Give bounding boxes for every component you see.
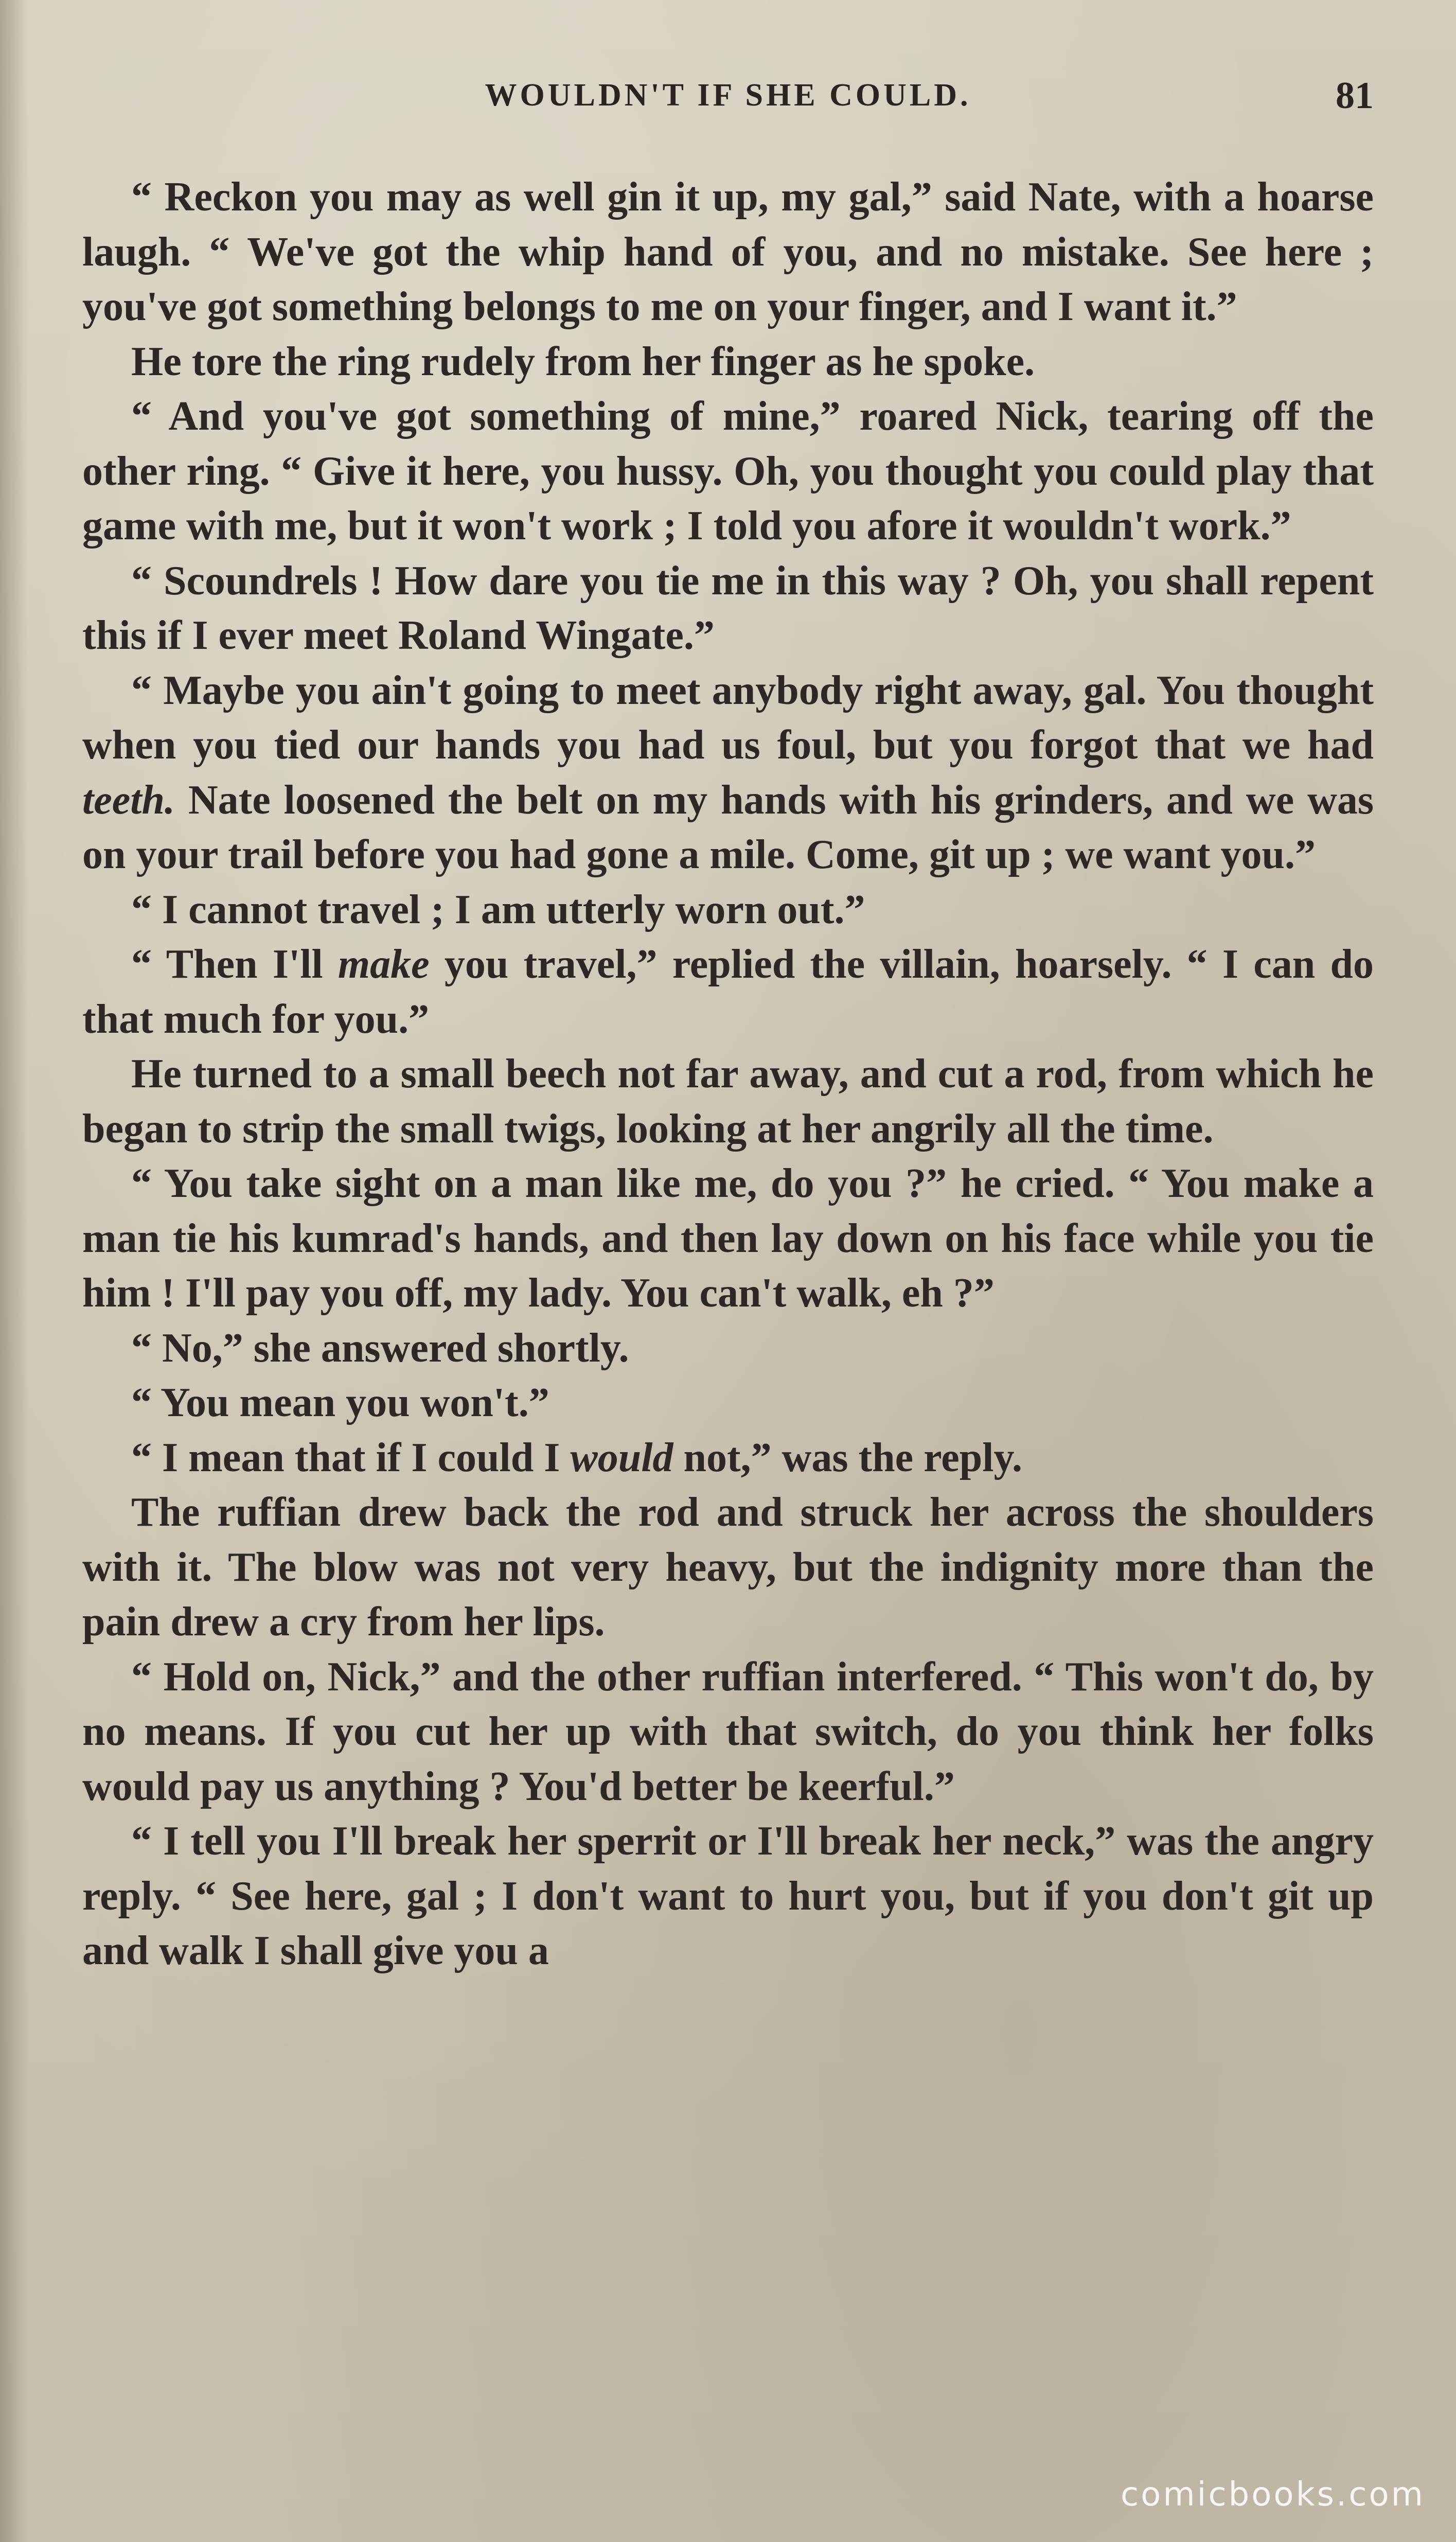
text-run: “ You take sight on a man like me, do you ?” he cried. “ You make a man tie his kumrad's hands, and then lay down on his face while you tie him ! I'll pay you off, my lady. You can't walk, eh ?”: [82, 1161, 1374, 1316]
page-number: 81: [1336, 75, 1374, 117]
paragraph: [82, 554, 1374, 663]
text-run: He turned to a small beech not far away, and cut a rod, from which he began to strip the small twigs, looking at her angrily all the time.: [82, 1051, 1374, 1152]
paragraph: [82, 334, 1374, 390]
paragraph: [82, 1650, 1374, 1814]
text-run: “ I mean that if I could I: [131, 1435, 571, 1480]
watermark: comicbooks.com: [1120, 2476, 1425, 2514]
paragraph: [82, 1431, 1374, 1486]
paragraph: [82, 663, 1374, 882]
paragraph: [82, 937, 1374, 1047]
emphasized-text: would: [570, 1435, 673, 1480]
paragraph: [82, 882, 1374, 938]
text-run: “ I cannot travel ; I am utterly worn out.”: [131, 887, 865, 932]
paragraph: [82, 1375, 1374, 1431]
text-run: “ Maybe you ain't going to meet anybody right away, gal. You thought when you tied our hands you had us foul, but you forgot that we had: [82, 667, 1374, 768]
text-run: “ Then I'll: [131, 942, 338, 987]
emphasized-text: teeth.: [82, 777, 175, 823]
text-run: you travel,” replied the villain, hoarsely. “ I can do that much for you.”: [82, 942, 1374, 1042]
paragraph: [82, 1321, 1374, 1376]
text-run: “ Scoundrels ! How dare you tie me in this way ? Oh, you shall repent this if I ever meet Roland Wingate.”: [82, 558, 1374, 658]
running-title: WOULDN'T IF SHE COULD.: [485, 78, 971, 113]
emphasized-text: make: [338, 942, 430, 987]
text-run: “ I tell you I'll break her sperrit or I'll break her neck,” was the angry reply. “ See here, gal ; I don't want to hurt you, but if you don't git up and walk I shall give you a: [82, 1819, 1374, 1973]
text-run: The ruffian drew back the rod and struck her across the shoulders with it. The blow was not very heavy, but the indignity more than the pain drew a cry from her lips.: [82, 1490, 1374, 1645]
text-run: not,” was the reply.: [673, 1435, 1023, 1480]
text-run: He tore the ring rudely from her finger as he spoke.: [131, 339, 1035, 384]
page-header: [82, 77, 1374, 134]
paragraph: [82, 1156, 1374, 1321]
text-run: “ And you've got something of mine,” roared Nick, tearing off the other ring. “ Give it here, you hussy. Oh, you thought you could play that game with me, but it won't work ; I told you afore it wouldn't work.”: [82, 394, 1374, 549]
text-run: “ Hold on, Nick,” and the other ruffian interfered. “ This won't do, by no means. If you cut her up with that switch, do you think her folks would pay us anything ? You'd better be keerful.”: [82, 1654, 1374, 1809]
text-run: Nate loosened the belt on my hands with his grinders, and we was on your trail before you had gone a mile. Come, git up ; we want you.”: [82, 777, 1374, 877]
paragraph: [82, 1814, 1374, 1979]
paragraph: [82, 1047, 1374, 1156]
text-run: “ Reckon you may as well gin it up, my gal,” said Nate, with a hoarse laugh. “ We've got the whip hand of you, and no mistake. See here ; you've got something belongs to me on your finger, and I want it.”: [82, 174, 1374, 329]
body-text: [82, 170, 1374, 1979]
paragraph: [82, 1485, 1374, 1650]
text-run: “ No,” she answered shortly.: [131, 1325, 629, 1371]
paragraph: [82, 389, 1374, 554]
text-run: “ You mean you won't.”: [131, 1380, 549, 1425]
page-edge-shadow: [0, 0, 28, 2542]
paragraph: [82, 170, 1374, 334]
